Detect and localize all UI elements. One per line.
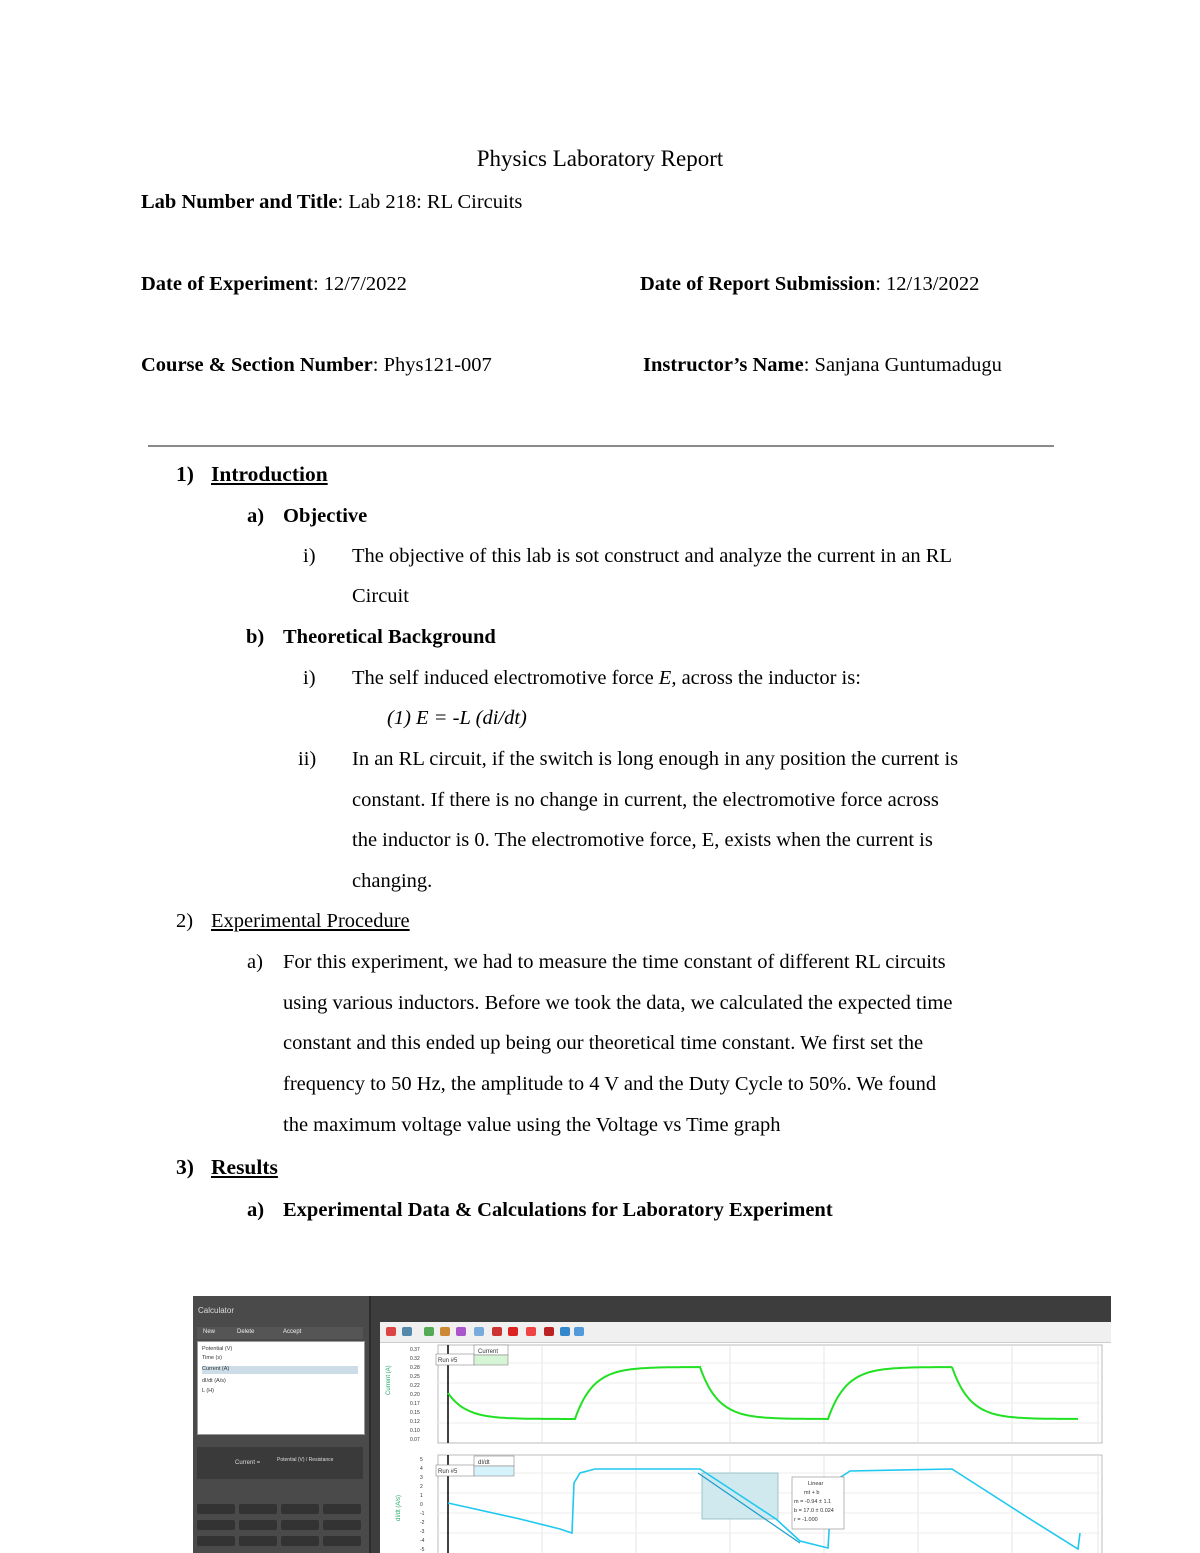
current-y-tick-label: 0.12 [410, 1419, 420, 1425]
calc-new-button: New [203, 1329, 216, 1335]
objective-text-line-2: Circuit [352, 585, 409, 607]
objective-title: Objective [283, 505, 368, 527]
didt-y-tick-label: 4 [420, 1466, 423, 1472]
section-title-results: Results [211, 1155, 278, 1179]
didt-y-tick-label: -3 [420, 1529, 425, 1535]
background-item-i-marker: i) [303, 667, 316, 689]
graph-toolbar [380, 1322, 1111, 1343]
date-submission-label: Date of Report Submission [640, 273, 876, 295]
legend-swatch [474, 1466, 514, 1476]
didt-y-tick-label: 3 [420, 1475, 423, 1481]
calculator-toolbar [197, 1327, 363, 1339]
background-title: Theoretical Background [283, 626, 496, 648]
calc-row: dI/dt (A/s) [202, 1378, 226, 1384]
current-y-ticks [410, 1347, 420, 1443]
experiment-screenshot [193, 1296, 1111, 1553]
calc-key [281, 1536, 319, 1546]
toolbar-icon [492, 1327, 502, 1336]
emf-symbol: E, [658, 667, 677, 689]
horizontal-rule [148, 445, 1054, 447]
calc-key [281, 1520, 319, 1530]
current-plot-area [438, 1345, 1102, 1443]
calc-row: Potential (V) [202, 1346, 233, 1352]
current-y-tick-label: 0.25 [410, 1374, 420, 1380]
graph-window [380, 1322, 1111, 1553]
objective-text-line-1: The objective of this lab is sot construct and analyze the current in an RL [352, 545, 953, 567]
toolbar-icon [474, 1327, 484, 1336]
current-y-tick-label: 0.10 [410, 1428, 420, 1434]
objective-item-marker: i) [303, 545, 316, 567]
didt-y-tick-label: 1 [420, 1493, 423, 1499]
current-y-tick-label: 0.20 [410, 1392, 420, 1398]
section-number-intro: 1) [176, 462, 194, 486]
didt-y-tick-label: 0 [420, 1502, 423, 1508]
didt-legend-label: dI/dt [478, 1460, 490, 1466]
background-item-ii-line-3: the inductor is 0. The electromotive force, E, exists when the current is [352, 829, 933, 851]
toolbar-icon [560, 1327, 570, 1336]
current-y-tick-label: 0.28 [410, 1365, 420, 1371]
lab-number-line [141, 191, 522, 214]
current-y-tick-label: 0.15 [410, 1410, 420, 1416]
procedure-line-4: frequency to 50 Hz, the amplitude to 4 V and the Duty Cycle to 50%. We found [283, 1073, 937, 1095]
calc-formula: Potential (V) / Resistance [277, 1457, 334, 1463]
instructor-label: Instructor’s Name [643, 354, 804, 376]
toolbar-icon [424, 1327, 434, 1336]
current-y-axis-label: Current (A) [386, 1365, 392, 1395]
procedure-marker: a) [247, 951, 263, 973]
calc-key [323, 1520, 361, 1530]
didt-y-tick-label: -2 [420, 1520, 425, 1526]
calc-key [239, 1504, 277, 1514]
current-y-tick-label: 0.17 [410, 1401, 420, 1407]
section-number-procedure: 2) [176, 910, 194, 932]
calc-row: Time (s) [202, 1355, 222, 1361]
fit-intercept: b = 17.0 ± 0.024 [794, 1508, 834, 1514]
section-title-intro: Introduction [211, 462, 328, 486]
calc-formula-box [197, 1447, 363, 1479]
calc-key [197, 1536, 235, 1546]
didt-y-axis-label: dI/dt (A/s) [396, 1494, 402, 1521]
calc-key [323, 1504, 361, 1514]
didt-y-tick-label: 2 [420, 1484, 423, 1490]
emf-text-pre: The self induced electromotive force [352, 667, 659, 689]
calculation-list [197, 1341, 365, 1435]
calc-row: Current (A) [202, 1366, 358, 1374]
legend-swatch [474, 1355, 508, 1365]
current-y-tick-label: 0.37 [410, 1347, 420, 1353]
calc-accept-button: Accept [283, 1329, 302, 1335]
background-item-ii-line-4: changing. [352, 870, 433, 892]
section-title-procedure: Experimental Procedure [211, 910, 410, 932]
calc-formula-label: Current = [235, 1460, 261, 1466]
toolbar-icon [574, 1327, 584, 1336]
equation-1: (1) E = -L (di/dt) [387, 707, 527, 729]
calc-key [323, 1536, 361, 1546]
fit-equation: mt + b [804, 1490, 820, 1496]
toolbar-icon [456, 1327, 466, 1336]
date-experiment-label: Date of Experiment [141, 273, 313, 295]
results-subtitle: Experimental Data & Calculations for Laboratory Experiment [283, 1199, 833, 1221]
current-y-tick-label: 0.07 [410, 1437, 420, 1443]
didt-run-label: Run #5 [438, 1469, 458, 1475]
date-submission-line [640, 273, 979, 296]
lab-label: Lab Number and Title [141, 191, 338, 213]
calc-key [197, 1504, 235, 1514]
results-marker: a) [247, 1199, 265, 1221]
course-line [141, 354, 492, 377]
instructor-value: : Sanjana Guntumadugu [803, 354, 1002, 376]
objective-marker: a) [247, 505, 265, 527]
calc-key [197, 1520, 235, 1530]
current-y-tick-label: 0.32 [410, 1356, 420, 1362]
didt-y-tick-label: -1 [420, 1511, 425, 1517]
lab-value: : Lab 218: RL Circuits [337, 191, 523, 213]
section-number-results: 3) [176, 1155, 194, 1179]
current-run-label: Run #5 [438, 1358, 458, 1364]
report-title: Physics Laboratory Report [476, 146, 724, 171]
didt-y-ticks [420, 1457, 425, 1553]
calculator-panel [193, 1296, 371, 1553]
graph-plots [380, 1343, 1111, 1553]
emf-text-post: across the inductor is: [676, 667, 861, 689]
fit-title: Linear [808, 1481, 824, 1487]
fit-slope: m = -0.94 ± 1.1 [794, 1499, 832, 1505]
course-value: : Phys121-007 [372, 354, 492, 376]
background-item-ii-line-2: constant. If there is no change in current, the electromotive force across [352, 789, 939, 811]
calc-row: L (H) [202, 1388, 215, 1394]
background-item-ii-marker: ii) [298, 748, 317, 770]
didt-y-tick-label: -5 [420, 1547, 425, 1553]
date-experiment-value: : 12/7/2022 [312, 273, 407, 295]
procedure-line-1: For this experiment, we had to measure the time constant of different RL circuits [283, 951, 946, 973]
procedure-line-3: constant and this ended up being our theoretical time constant. We first set the [283, 1032, 924, 1054]
course-label: Course & Section Number [141, 354, 373, 376]
background-marker: b) [246, 626, 265, 648]
instructor-line [643, 354, 1002, 377]
calc-key [239, 1520, 277, 1530]
toolbar-icon [544, 1327, 554, 1336]
toolbar-icon [440, 1327, 450, 1336]
calculator-title: Calculator [198, 1306, 235, 1315]
didt-y-tick-label: 5 [420, 1457, 423, 1463]
toolbar-icon [526, 1327, 536, 1336]
current-y-tick-label: 0.22 [410, 1383, 420, 1389]
fit-correlation: r = -1.000 [794, 1517, 818, 1523]
date-submission-value: : 12/13/2022 [875, 273, 980, 295]
background-item-i-text [352, 667, 861, 690]
didt-y-tick-label: -4 [420, 1538, 425, 1544]
calc-key [239, 1536, 277, 1546]
toolbar-icon [386, 1327, 396, 1336]
calc-delete-button: Delete [237, 1329, 255, 1335]
current-legend-label: Current [478, 1349, 499, 1355]
background-item-ii-line-1: In an RL circuit, if the switch is long enough in any position the current is [352, 748, 959, 770]
toolbar-icon [508, 1327, 518, 1336]
date-experiment-line [141, 273, 407, 296]
procedure-line-2: using various inductors. Before we took the data, we calculated the expected time [283, 992, 953, 1014]
calc-key [281, 1504, 319, 1514]
procedure-line-5: the maximum voltage value using the Voltage vs Time graph [283, 1114, 781, 1136]
toolbar-icon [402, 1327, 412, 1336]
